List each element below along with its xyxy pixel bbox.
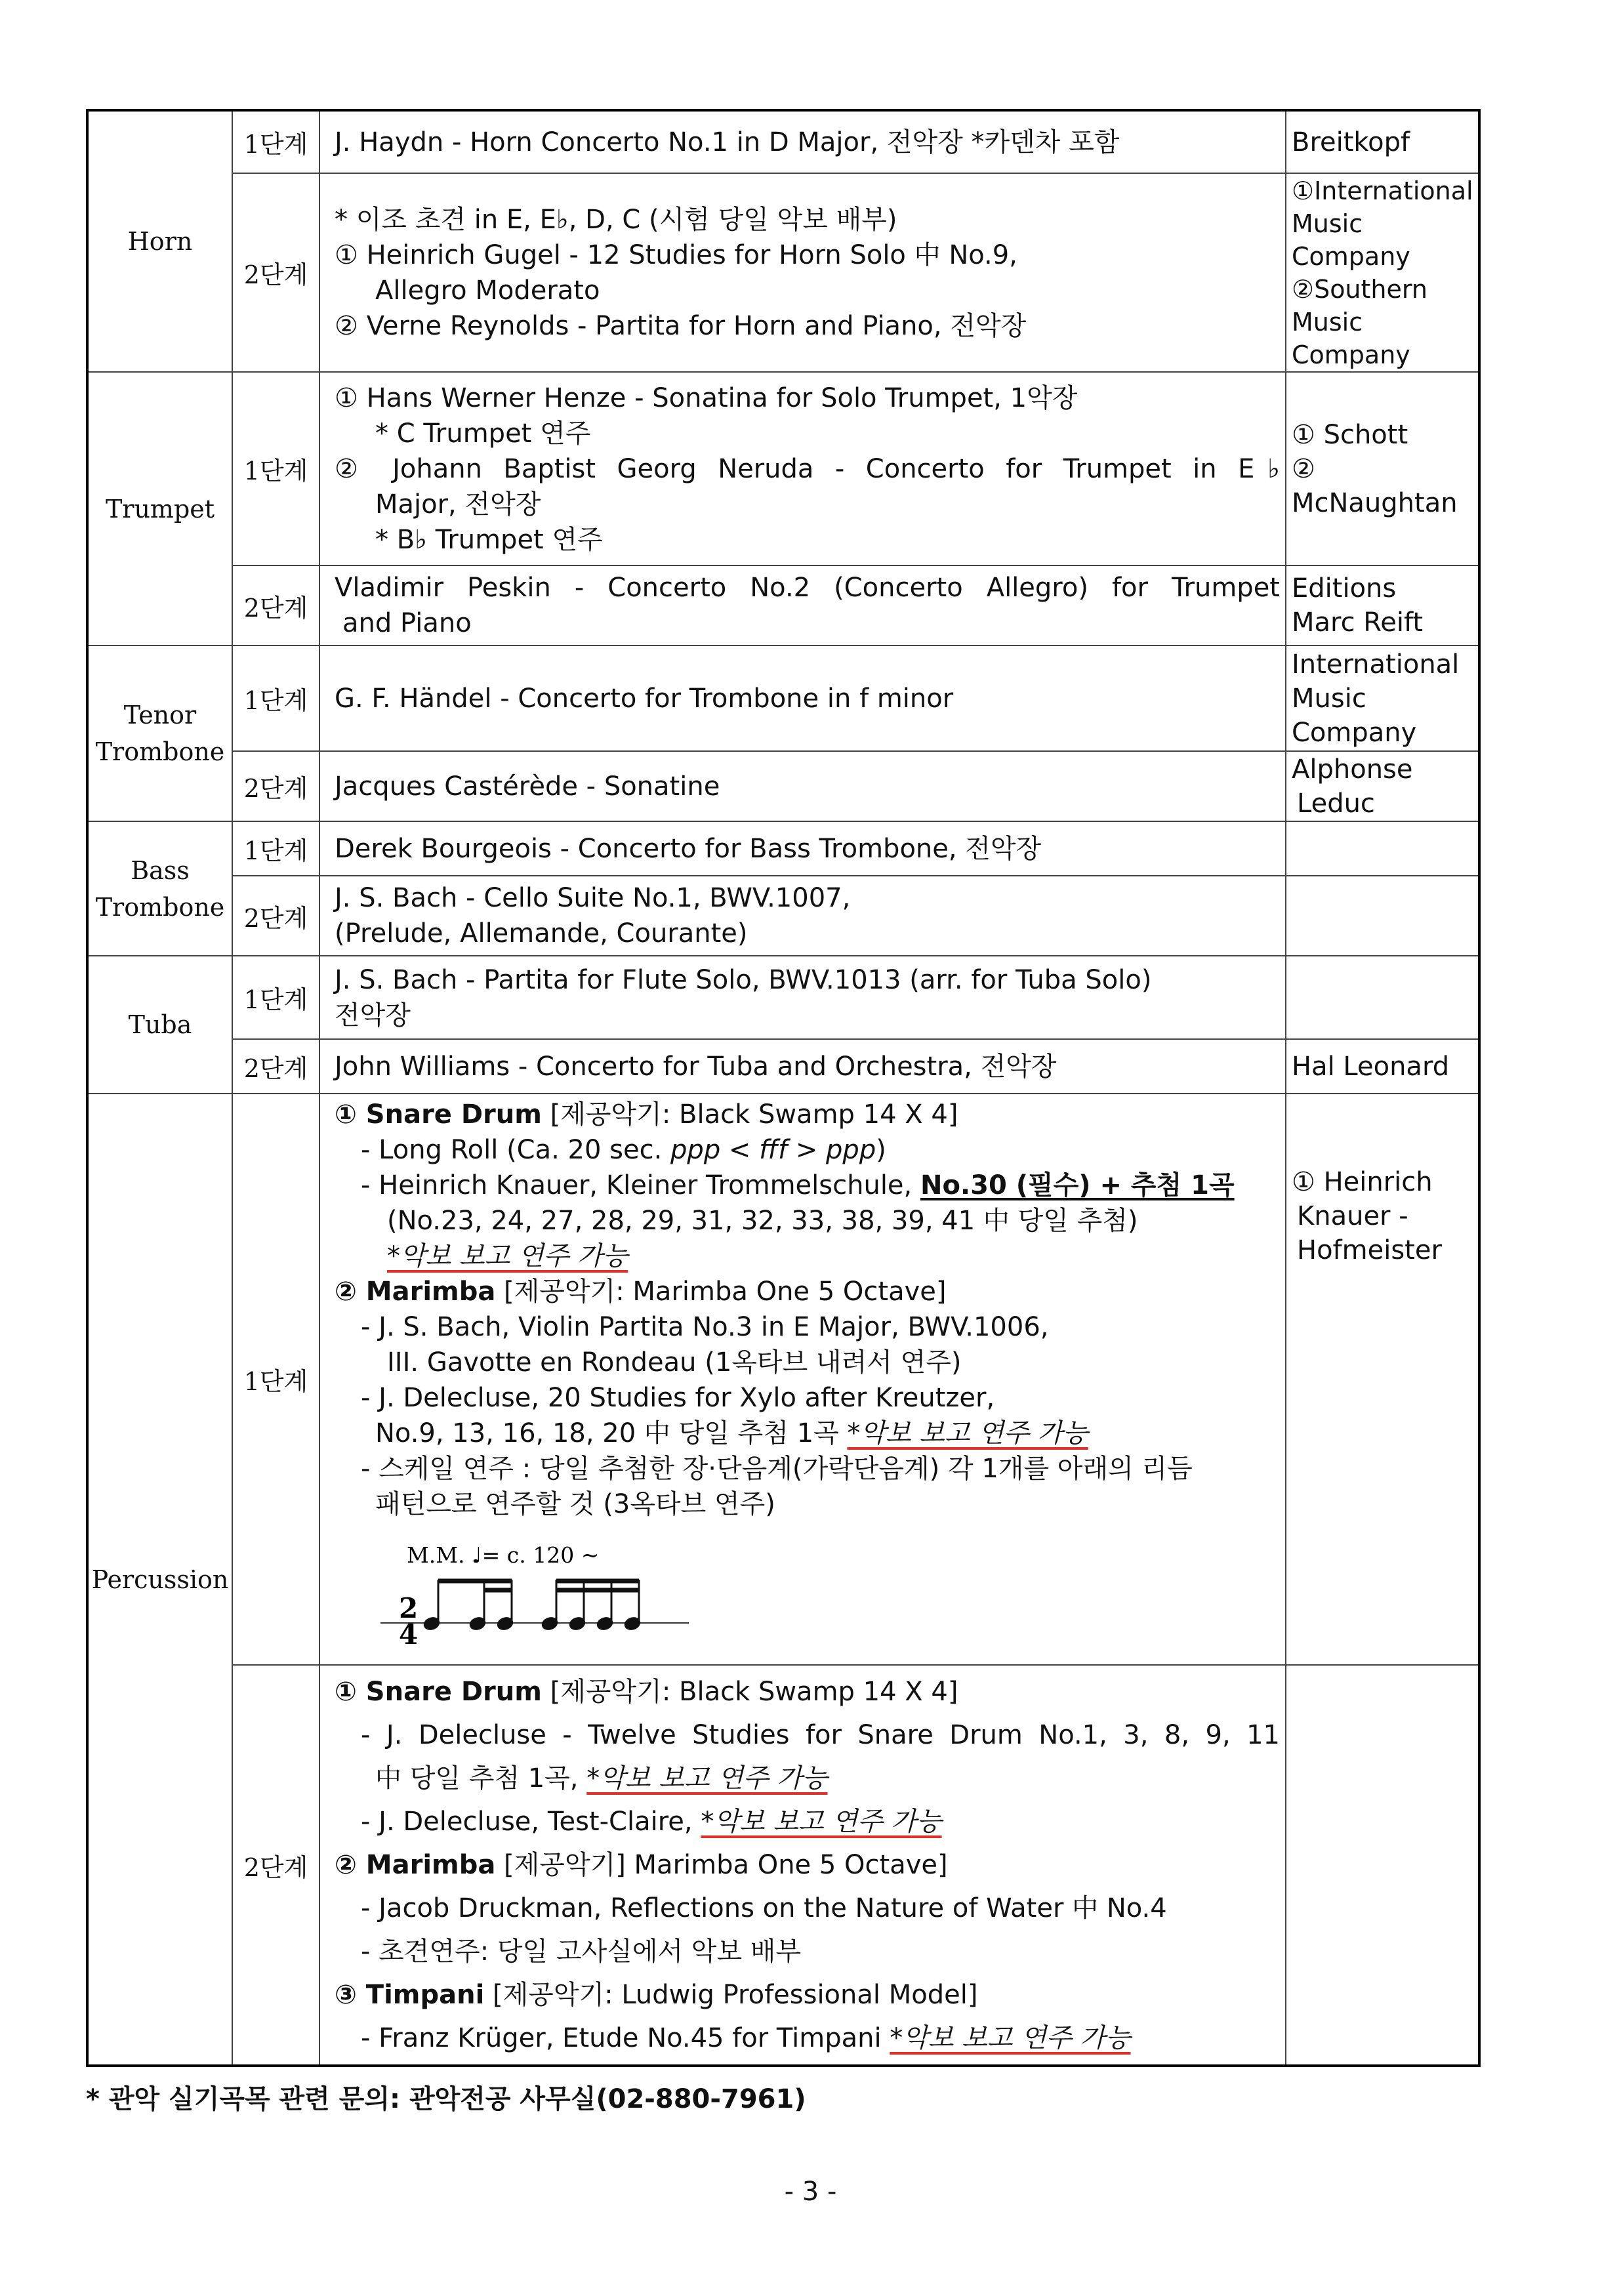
publisher-cell: [1286, 876, 1479, 956]
publisher-cell: [1286, 956, 1479, 1039]
stage-label: 2단계: [232, 173, 319, 372]
instrument-trumpet: Trumpet: [87, 372, 232, 646]
stage-label: 1단계: [232, 372, 319, 565]
svg-text:4: 4: [399, 1618, 419, 1650]
stage-label: 2단계: [232, 1665, 319, 2066]
piece-cell: Vladimir Peskin - Concerto No.2 (Concerto Allegro) for Trumpet and Piano: [319, 565, 1286, 646]
repertoire-table: [86, 109, 1481, 2067]
stage-label: 2단계: [232, 565, 319, 646]
table-row: [87, 956, 1479, 1039]
publisher-cell: Editions Marc Reift: [1286, 565, 1479, 646]
piece-cell: ① Snare Drum [제공악기: Black Swamp 14 X 4] - J. Delecluse - Twelve Studies for Snare Drum No.1, 3, 8, 9, 11 中 당일 추첨 1곡, *악보 보고 연주 가능 - J. Delecluse, Test-Claire, *악보 보고 연주 가능 ② Marimba [제공악기] Marimba One 5 Octave] - Jacob Druckman, Reflections on the Nature of Water 中 No.4 - 초견연주: 당일 고사실에서 악보 배부 ③ Timpani [제공악기: Ludwig Professional Model] - Franz Krüger, Etude No.45 for Timpani *악보 보고 연주 가능: [319, 1665, 1286, 2066]
stage-label: 1단계: [232, 110, 319, 173]
table-row: [87, 173, 1479, 372]
publisher-cell: Breitkopf: [1286, 110, 1479, 173]
piece-cell: ① Hans Werner Henze - Sonatina for Solo Trumpet, 1악장 * C Trumpet 연주 ② Johann Baptist Georg Neruda - Concerto for Trumpet in E♭ Major, 전악장 * B♭ Trumpet 연주: [319, 372, 1286, 565]
stage-label: 1단계: [232, 821, 319, 876]
piece-cell: ① Snare Drum [제공악기: Black Swamp 14 X 4] - Long Roll (Ca. 20 sec. ppp < fff > ppp) - Heinrich Knauer, Kleiner Trommelschule, No.30 (필수) + 추첨 1곡 (No.23, 24, 27, 28, 29, 31, 32, 33, 38, 39, 41 中 당일 추첨) *악보 보고 연주 가능 ② Marimba [제공악기: Marimba One 5 Octave] - J. S. Bach, Violin Partita No.3 in E Major, BWV.1006, III. Gavotte en Rondeau (1옥타브 내려서 연주) - J. Delecluse, 20 Studies for Xylo after Kreutzer, No.9, 13, 16, 18, 20 中 당일 추첨 1곡 *악보 보고 연주 가능 - 스케일 연주 : 당일 추첨한 장·단음계(가락단음계) 각 1개를 아래의 리듬 패턴으로 연주할 것 (3옥타브 연주) M.M. ♩= c. 120 ~ 2 4: [319, 1094, 1286, 1665]
table-row: [87, 1665, 1479, 2066]
stage-label: 2단계: [232, 1039, 319, 1094]
piece-cell: * 이조 초견 in E, E♭, D, C (시험 당일 악보 배부) ① Heinrich Gugel - 12 Studies for Horn Solo 中 No.9, Allegro Moderato ② Verne Reynolds - Partita for Horn and Piano, 전악장: [319, 173, 1286, 372]
inquiry-note: * 관악 실기곡목 관련 문의: 관악전공 사무실(02-880-7961): [86, 2084, 806, 2114]
sight-reading-note: *악보 보고 연주 가능: [890, 2023, 1131, 2053]
table-row: [87, 372, 1479, 565]
publisher-cell: Alphonse Leduc: [1286, 751, 1479, 821]
table-row: [87, 646, 1479, 751]
publisher-cell: ① Heinrich Knauer - Hofmeister: [1286, 1094, 1479, 1665]
piece-cell: G. F. Händel - Concerto for Trombone in f minor: [319, 646, 1286, 751]
rhythm-pattern-notation: [380, 1534, 695, 1652]
stage-label: 2단계: [232, 876, 319, 956]
sight-reading-note: *악보 보고 연주 가능: [387, 1241, 628, 1271]
stage-label: 1단계: [232, 956, 319, 1039]
svg-text:2: 2: [399, 1592, 419, 1624]
publisher-cell: [1286, 1665, 1479, 2066]
stage-label: 1단계: [232, 1094, 319, 1665]
instrument-bass-trombone: Bass Trombone: [87, 821, 232, 956]
publisher-cell: Hal Leonard: [1286, 1039, 1479, 1094]
instrument-percussion: Percussion: [87, 1094, 232, 2066]
table-row: [87, 821, 1479, 876]
stage-label: 2단계: [232, 751, 319, 821]
table-row: [87, 876, 1479, 956]
instrument-tuba: Tuba: [87, 956, 232, 1094]
piece-cell: J. Haydn - Horn Concerto No.1 in D Major, 전악장 *카덴차 포함: [319, 110, 1286, 173]
piece-cell: John Williams - Concerto for Tuba and Orchestra, 전악장: [319, 1039, 1286, 1094]
piece-cell: Jacques Castérède - Sonatine: [319, 751, 1286, 821]
piece-cell: Derek Bourgeois - Concerto for Bass Trombone, 전악장: [319, 821, 1286, 876]
table-row: [87, 1039, 1479, 1094]
tempo-marking: M.M. ♩= c. 120 ~: [407, 1542, 600, 1568]
publisher-cell: ① Schott ② McNaughtan: [1286, 372, 1479, 565]
piece-cell: J. S. Bach - Cello Suite No.1, BWV.1007, (Prelude, Allemande, Courante): [319, 876, 1286, 956]
table-row: [87, 751, 1479, 821]
publisher-cell: ①International Music Company ②Southern Music Company: [1286, 173, 1479, 372]
sight-reading-note: *악보 보고 연주 가능: [586, 1763, 828, 1794]
publisher-cell: International Music Company: [1286, 646, 1479, 751]
stage-label: 1단계: [232, 646, 319, 751]
table-row: [87, 565, 1479, 646]
instrument-tenor-trombone: Tenor Trombone: [87, 646, 232, 821]
piece-cell: J. S. Bach - Partita for Flute Solo, BWV.1013 (arr. for Tuba Solo) 전악장: [319, 956, 1286, 1039]
table-row: [87, 110, 1479, 173]
page-number: - 3 -: [784, 2177, 837, 2207]
publisher-cell: [1286, 821, 1479, 876]
instrument-horn: Horn: [87, 110, 232, 372]
table-row: [87, 1094, 1479, 1665]
sight-reading-note: *악보 보고 연주 가능: [701, 1807, 942, 1837]
sight-reading-note: *악보 보고 연주 가능: [847, 1418, 1088, 1448]
